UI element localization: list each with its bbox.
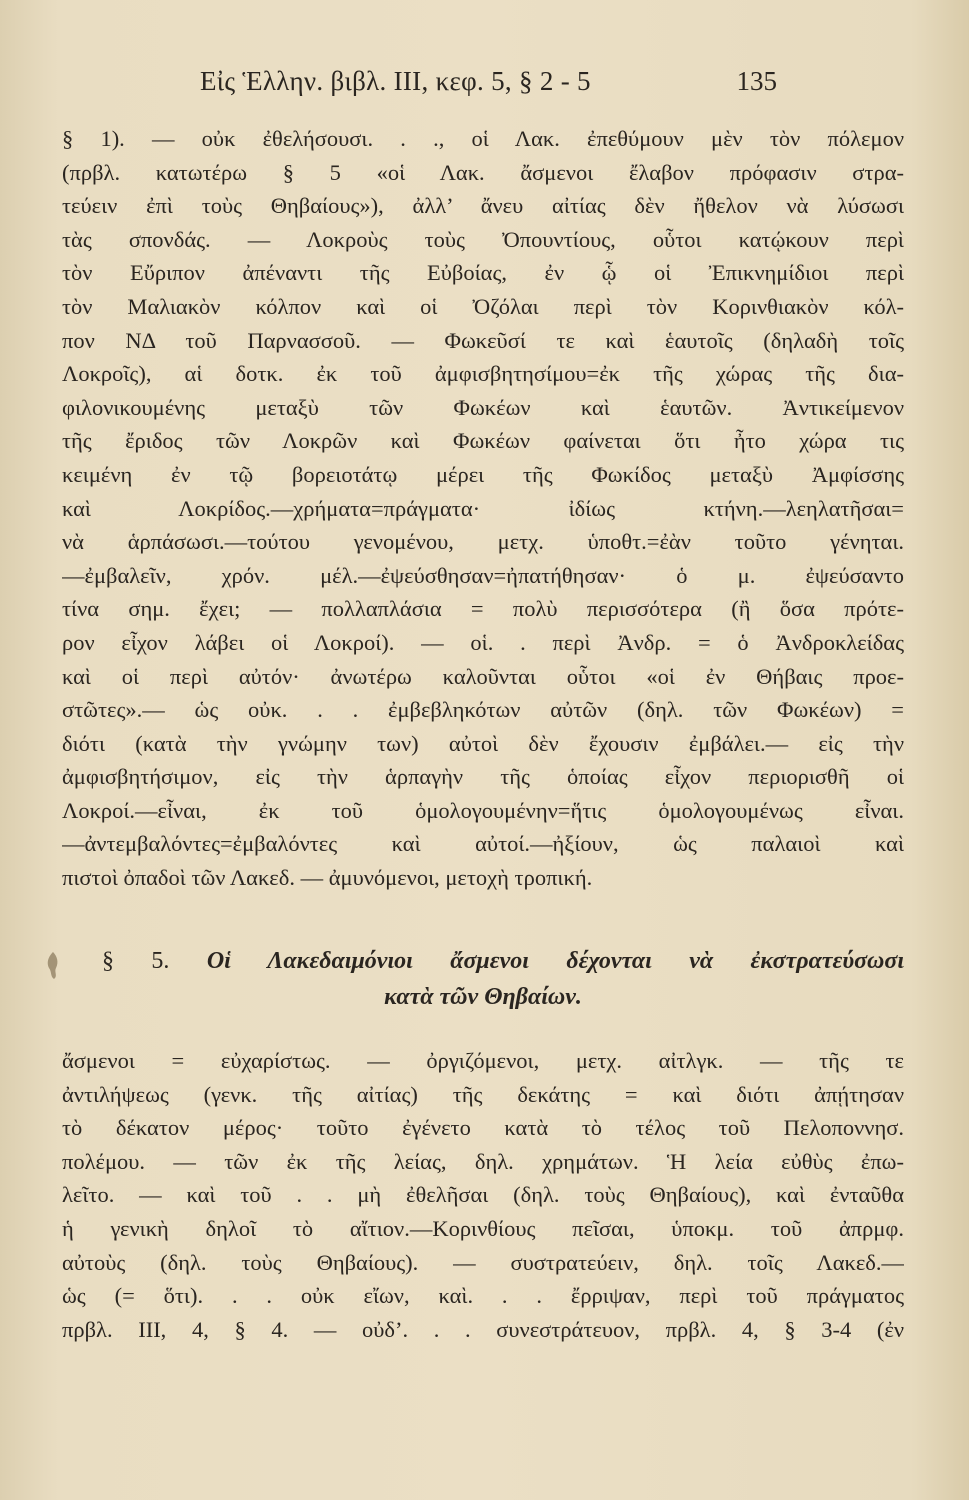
text-line: κειμένη ἐν τῷ βορειοτάτῳ μέρει τῆς Φωκίδος μεταξὺ Ἀμφίσσης bbox=[62, 461, 904, 487]
text-line: διότι (κατὰ τὴν γνώμην των) αὐτοὶ δὲν ἔχουσιν ἐμβάλει.— εἰς τὴν bbox=[62, 730, 904, 756]
text-line: τὸν Μαλιακὸν κόλπον καὶ οἱ Ὀζόλαι περὶ τὸν Κορινθιακὸν κόλ- bbox=[62, 293, 904, 319]
running-title: Εἰς Ἑλλην. βιβλ. ΙΙΙ, κεφ. 5, § 2 - 5 bbox=[200, 66, 591, 96]
text-line: πολέμου. — τῶν ἐκ τῆς λείας, δηλ. χρημάτων. Ἡ λεία εὐθὺς ἐπω- bbox=[62, 1148, 904, 1174]
section-title-part1: Οἱ Λακεδαιμόνιοι ἄσμενοι δέχονται νὰ ἐκστρατεύσωσι bbox=[206, 948, 905, 974]
section-title-part2: κατὰ τῶν Θηβαίων. bbox=[384, 984, 582, 1010]
text-line: τὸ δέκατον μέρος· τοῦτο ἐγένετο κατὰ τὸ τέλος τοῦ Πελοποννησ. bbox=[62, 1115, 904, 1141]
text-line: Λοκροῖς), αἱ δοτκ. ἐκ τοῦ ἀμφισβητησίμου=ἐκ τῆς χώρας τῆς δια- bbox=[62, 361, 904, 387]
text-line: τὸν Εὔριπον ἀπέναντι τῆς Εὐβοίας, ἐν ᾧ οἱ Ἐπικνημίδιοι περὶ bbox=[62, 260, 904, 286]
running-header bbox=[0, 66, 969, 106]
ink-blot-mark bbox=[44, 950, 62, 980]
text-line: φιλονικουμένης μεταξὺ τῶν Φωκέων καὶ ἑαυτῶν. Ἀντικείμενον bbox=[62, 394, 904, 420]
text-line: ἄσμενοι = εὐχαρίστως. — ὀργιζόμενοι, μετχ. αἰτλγκ. — τῆς τε bbox=[62, 1048, 904, 1073]
text-line: πον ΝΔ τοῦ Παρνασσοῦ. — Φωκεῦσί τε καὶ ἑαυτοῖς (δηλαδὴ τοῖς bbox=[62, 327, 904, 353]
text-line: πρβλ. ΙΙΙ, 4, § 4. — οὐδ’. . . συνεστράτευον, πρβλ. 4, § 3-4 (ἐν bbox=[62, 1316, 904, 1342]
commentary-upper bbox=[62, 122, 904, 895]
text-line: αὐτοὺς (δηλ. τοὺς Θηβαίους). — συστρατεύειν, δηλ. τοῖς Λακεδ.— bbox=[62, 1249, 904, 1275]
text-line: τῆς ἔριδος τῶν Λοκρῶν καὶ Φωκέων φαίνεται ὅτι ἦτο χώρα τις bbox=[62, 428, 904, 454]
text-line: —ἀντεμβαλόντες=ἐμβαλόντες καὶ αὐτοί.—ἠξίουν, ὡς παλαιοὶ καὶ bbox=[62, 831, 904, 857]
text-line: τεύειν ἐπὶ τοὺς Θηβαίους»), ἀλλ’ ἄνευ αἰτίας δὲν ἤθελον νὰ λύσωσι bbox=[62, 193, 904, 219]
text-line: καὶ Λοκρίδος.—χρήματα=πράγματα· ἰδίως κτήνη.—λεηλατῆσαι= bbox=[62, 495, 904, 521]
section-heading bbox=[62, 943, 904, 1015]
commentary-lower bbox=[62, 1044, 904, 1346]
section-heading-line1 bbox=[62, 943, 904, 979]
text-line: τίνα σημ. ἔχει; — πολλαπλάσια = πολὺ περισσότερα (ἢ ὅσα πρότε- bbox=[62, 596, 904, 622]
text-line: § 1). — οὐκ ἐθελήσουσι. . ., οἱ Λακ. ἐπεθύμουν μὲν τὸν πόλεμον bbox=[62, 126, 904, 151]
text-line: Λοκροί.—εἶναι, ἐκ τοῦ ὁμολογουμένην=ἥτις ὁμολογουμένως εἶναι. bbox=[62, 797, 904, 823]
text-line: ἡ γενικὴ δηλοῖ τὸ αἴτιον.—Κορινθίους πεῖσαι, ὑποκμ. τοῦ ἀπρμφ. bbox=[62, 1215, 904, 1241]
text-line: στῶτες».— ὡς οὐκ. . . ἐμβεβληκότων αὐτῶν (δηλ. τῶν Φωκέων) = bbox=[62, 697, 904, 723]
text-line: ἀμφισβητήσιμον, εἰς τὴν ἁρπαγὴν τῆς ὁποίας εἶχον περιορισθῆ οἱ bbox=[62, 764, 904, 790]
text-line: πιστοὶ ὀπαδοὶ τῶν Λακεδ. — ἀμυνόμενοι, μετοχὴ τροπική. bbox=[62, 865, 593, 891]
text-line: (πρβλ. κατωτέρω § 5 «οἱ Λακ. ἄσμενοι ἔλαβον πρόφασιν στρα- bbox=[62, 159, 904, 185]
page-number: 135 bbox=[736, 66, 777, 96]
text-line: ἀντιλήψεως (γενκ. τῆς αἰτίας) τῆς δεκάτης = καὶ διότι ἀπῄτησαν bbox=[62, 1081, 904, 1107]
text-line: ρον εἶχον λάβει οἱ Λοκροί). — οἱ. . περὶ Ἀνδρ. = ὁ Ἀνδροκλείδας bbox=[62, 629, 904, 655]
text-line: λεῖτο. — καὶ τοῦ . . μὴ ἐθελῆσαι (δηλ. τοὺς Θηβαίους), καὶ ἐνταῦθα bbox=[62, 1182, 904, 1208]
text-line: νὰ ἁρπάσωσι.—τούτου γενομένου, μετχ. ὑποθτ.=ἐὰν τοῦτο γένηται. bbox=[62, 529, 904, 555]
section-number: § 5. bbox=[102, 948, 170, 974]
text-line: —ἐμβαλεῖν, χρόν. μέλ.—ἐψεύσθησαν=ἠπατήθησαν· ὁ μ. ἐψεύσαντο bbox=[62, 562, 904, 588]
text-line: καὶ οἱ περὶ αὐτόν· ἀνωτέρω καλοῦνται οὗτοι «οἱ ἐν Θήβαις προε- bbox=[62, 663, 904, 689]
text-line: τὰς σπονδάς. — Λοκροὺς τοὺς Ὀπουντίους, οὗτοι κατῴκουν περὶ bbox=[62, 226, 904, 252]
text-line: ὡς (= ὅτι). . . οὐκ εἴων, καὶ. . . ἔρριψαν, περὶ τοῦ πράγματος bbox=[62, 1283, 904, 1309]
